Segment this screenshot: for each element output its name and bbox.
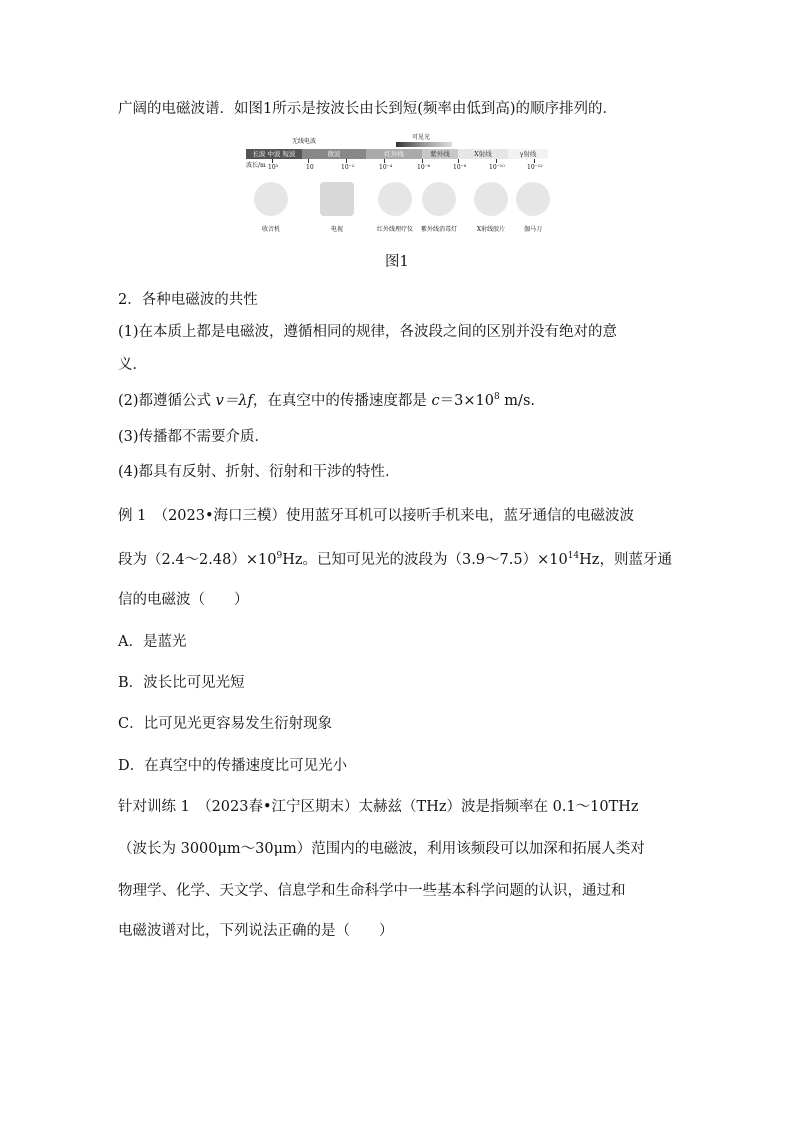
tick-label: 10³ [268, 164, 279, 171]
example-bluetooth-range: 段为（2.4～2.48）×10 [118, 552, 277, 568]
speed-value: ＝3×10 [439, 393, 494, 409]
xray-film-image [474, 182, 508, 216]
radio-wave-label: 无线电波 [292, 138, 317, 145]
tick-label: 10⁻⁸ [453, 164, 467, 171]
spectrum-figure [246, 136, 548, 236]
caption-uv: 紫外线消毒灯 [420, 226, 457, 233]
figure-title: 图1 [385, 254, 409, 270]
tick-label: 10⁻⁶ [417, 164, 431, 171]
tick-label: 10⁻¹⁰ [489, 164, 505, 171]
point-1-line-2: 义． [118, 357, 147, 373]
gamma-knife-image [516, 182, 550, 216]
option-a: A．是蓝光 [118, 634, 187, 650]
caption-tv: 电视 [330, 226, 343, 233]
point-3: (3)传播都不需要介质． [118, 429, 270, 445]
visible-light-label: 可见光 [412, 134, 431, 141]
point-2-mid: ，在真空中的传播速度都是 [252, 393, 427, 409]
tick-label: 10 [306, 164, 314, 171]
tick-label: 10⁻⁴ [379, 164, 393, 171]
example-line-3: 信的电磁波（ ） [118, 592, 249, 608]
option-c: C．比可见光更容易发生衍射现象 [118, 716, 333, 732]
example-exp-2: 14 [567, 551, 580, 562]
training-line-2: （波长为 3000μm～30μm）范围内的电磁波，利用该频段可以加深和拓展人类对 [118, 841, 645, 857]
example-line-1: 例 1 （2023•海口三模）使用蓝牙耳机可以接听手机来电，蓝牙通信的电磁波波 [118, 508, 635, 524]
band-long-medium-short: 长波 中波 短波 [246, 149, 302, 159]
point-2-prefix: (2)都遵循公式 [118, 393, 212, 409]
caption-infrared: 红外线理疗仪 [376, 226, 413, 233]
tick-mark [308, 159, 309, 163]
point-4: (4)都具有反射、折射、衍射和干涉的特性． [118, 464, 400, 480]
caption-radio: 收音机 [261, 226, 280, 233]
radio-image [254, 182, 288, 216]
speed-unit: m/s. [499, 393, 535, 409]
uv-lamp-image [422, 182, 456, 216]
example-line-2-end: Hz，则蓝牙通 [579, 552, 672, 568]
band-microwave: 微波 [302, 149, 366, 159]
example-visible-range: Hz。已知可见光的波段为（3.9～7.5）×10 [282, 552, 568, 568]
example-exp-1: 9 [276, 551, 283, 562]
caption-xray: X射线胶片 [476, 226, 506, 233]
tv-image [320, 182, 354, 216]
intro-text: 广阔的电磁波谱．如图1所示是按波长由长到短(频率由低到高)的顺序排列的． [118, 101, 618, 117]
band-gamma: γ射线 [508, 149, 548, 159]
option-b: B．波长比可见光短 [118, 675, 245, 691]
speed-symbol: c [431, 393, 440, 409]
band-ultraviolet: 紫外线 [422, 149, 458, 159]
tick-mark [458, 159, 459, 163]
tick-mark [384, 159, 385, 163]
visible-light-strip [396, 142, 452, 147]
example-line-2 [118, 550, 672, 570]
tick-label: 10⁻¹² [527, 164, 543, 171]
speed-exponent: 8 [493, 392, 500, 403]
training-line-1: 针对训练 1 （2023春•江宁区期末）太赫兹（THz）波是指频率在 0.1～10THz [118, 799, 639, 815]
section-heading: 2．各种电磁波的共性 [118, 292, 258, 308]
tick-mark [346, 159, 347, 163]
tick-mark [422, 159, 423, 163]
option-d: D．在真空中的传播速度比可见光小 [118, 758, 348, 774]
training-line-4: 电磁波谱对比，下列说法正确的是（ ） [118, 923, 394, 939]
tick-mark [272, 159, 273, 163]
band-xray: X射线 [458, 149, 508, 159]
training-line-3: 物理学、化学、天文学、信息学和生命科学中一些基本科学问题的认识，通过和 [118, 883, 626, 899]
tick-mark [534, 159, 535, 163]
tick-mark [496, 159, 497, 163]
wave-formula: v＝λf [215, 393, 253, 409]
point-2 [118, 391, 535, 411]
caption-gamma: 伽马刀 [523, 226, 542, 233]
wavelength-axis-label: 波长/m [246, 162, 266, 169]
band-infrared: 红外线 [366, 149, 422, 159]
infrared-therapy-image [378, 182, 412, 216]
tick-label: 10⁻² [341, 164, 355, 171]
point-1-line-1: (1)在本质上都是电磁波，遵循相同的规律，各波段之间的区别并没有绝对的意 [118, 324, 618, 340]
